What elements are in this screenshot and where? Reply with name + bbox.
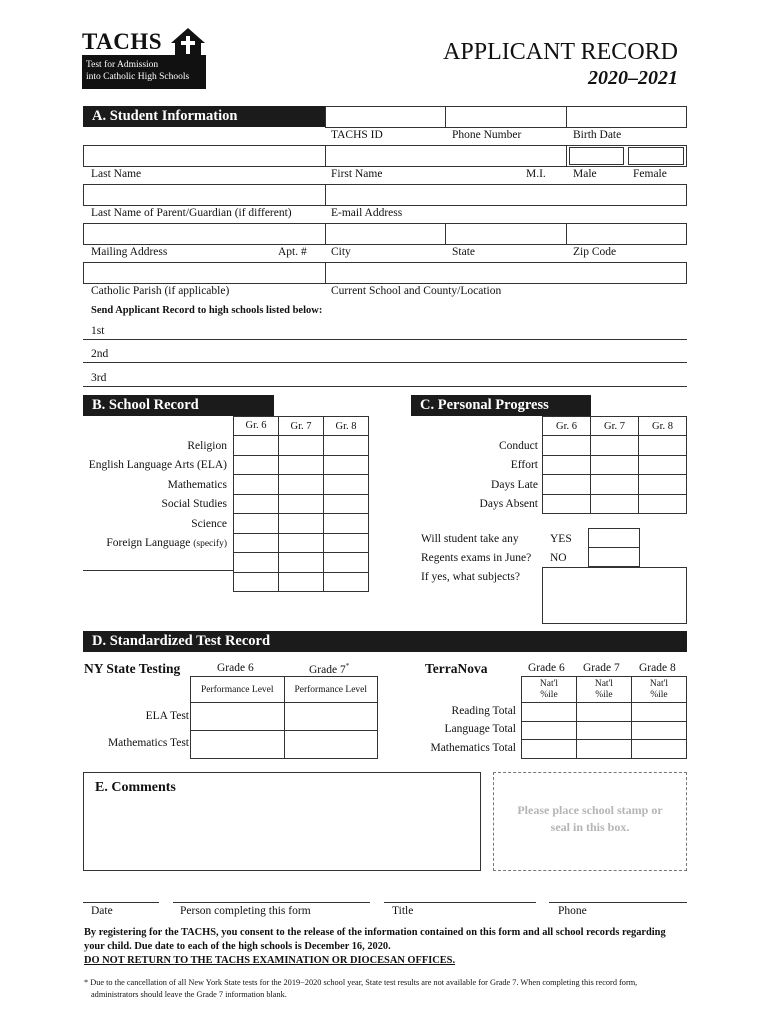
progress-conduct: Conduct	[499, 440, 538, 452]
label-current-school: Current School and County/Location	[331, 285, 502, 297]
regents-no-label: NO	[550, 552, 567, 564]
label-email: E-mail Address	[331, 207, 403, 219]
tn-natl-8-top: Nat'l	[649, 678, 668, 689]
male-checkbox[interactable]	[569, 147, 624, 165]
c-grade-8: Gr. 8	[639, 417, 687, 436]
email-field[interactable]	[325, 184, 687, 206]
label-birth-date: Birth Date	[573, 129, 622, 141]
sig-phone-label: Phone	[558, 905, 587, 917]
c-cell[interactable]	[591, 475, 639, 495]
c-cell[interactable]	[543, 475, 591, 495]
tn-grade-7: Grade 7	[583, 662, 620, 674]
c-cell[interactable]	[639, 455, 687, 475]
subject-ela: English Language Arts (ELA)	[88, 459, 227, 471]
return-warning: DO NOT RETURN TO THE TACHS EXAMINATION OR DIOCESAN OFFICES.	[84, 955, 456, 966]
parish-field[interactable]	[83, 262, 326, 284]
tn-cell[interactable]	[631, 740, 686, 759]
label-tachs-id: TACHS ID	[331, 129, 383, 141]
subject-foreign-language-label: Foreign Language	[106, 537, 191, 549]
female-checkbox[interactable]	[628, 147, 684, 165]
b-cell[interactable]	[279, 514, 324, 534]
ny-cell[interactable]	[284, 703, 378, 731]
ny-row-math: Mathematics Test	[107, 737, 189, 749]
tn-grade-8: Grade 8	[639, 662, 676, 674]
ny-perf-level-6: Performance Level	[191, 677, 285, 703]
b-cell[interactable]	[279, 572, 324, 592]
b-cell[interactable]	[279, 494, 324, 514]
terranova-title: TerraNova	[425, 661, 488, 676]
first-name-field[interactable]	[325, 145, 567, 167]
terranova-grid	[521, 676, 687, 759]
consent-line-2: your child. Due date to each of the high schools is December 16, 2020.	[84, 941, 391, 952]
progress-effort: Effort	[510, 459, 538, 471]
subject-foreign-language	[106, 538, 227, 550]
label-city: City	[331, 246, 351, 258]
regents-yes-label: YES	[550, 533, 572, 545]
school-choice-2-line[interactable]	[83, 362, 687, 363]
label-parent: Last Name of Parent/Guardian (if different)	[91, 207, 292, 219]
stamp-line-2: seal in this box.	[550, 820, 630, 834]
subject-math: Mathematics	[167, 479, 227, 491]
send-record-label: Send Applicant Record to high schools listed below:	[91, 305, 323, 316]
tn-natl-7	[576, 677, 631, 703]
mailing-address-field[interactable]	[83, 223, 326, 245]
label-apt: Apt. #	[278, 246, 307, 258]
current-school-field[interactable]	[325, 262, 687, 284]
label-mi: M.I.	[526, 168, 546, 180]
tachs-logo	[82, 27, 206, 89]
school-choice-3-line[interactable]	[83, 386, 687, 387]
tn-natl-7-top: Nat'l	[594, 678, 613, 689]
tn-natl-6	[522, 677, 577, 703]
subject-social-studies: Social Studies	[161, 498, 227, 510]
tn-row-reading: Reading Total	[451, 705, 516, 717]
ny-grade-7-label: Grade 7	[309, 663, 346, 676]
section-d-header: D. Standardized Test Record	[83, 631, 687, 652]
school-choice-2-label: 2nd	[91, 348, 109, 360]
tn-cell[interactable]	[522, 721, 577, 740]
phone-field[interactable]	[445, 106, 567, 128]
footnote-line-1: * Due to the cancellation of all New York State tests for the 2019−2020 school year, State test results are not available for Grade 7. When completing this record form,	[84, 978, 638, 987]
school-choice-1-label: 1st	[91, 325, 105, 337]
regents-yes-checkbox[interactable]	[588, 528, 640, 548]
school-record-grid	[233, 416, 369, 592]
label-last-name: Last Name	[91, 168, 142, 180]
footnote-line-2: administrators should leave the Grade 7 information blank.	[91, 990, 287, 999]
b-cell[interactable]	[234, 455, 279, 475]
regents-subjects-question: If yes, what subjects?	[421, 571, 520, 583]
progress-days-absent: Days Absent	[479, 498, 538, 510]
b-cell[interactable]	[324, 553, 369, 573]
regents-question-2: Regents exams in June?	[421, 552, 532, 564]
ny-cell[interactable]	[284, 731, 378, 759]
logo-wordmark: TACHS	[82, 29, 163, 54]
b-grade-7: Gr. 7	[279, 417, 324, 436]
regents-question-1: Will student take any	[421, 533, 519, 545]
c-cell[interactable]	[591, 436, 639, 456]
c-grade-6: Gr. 6	[543, 417, 591, 436]
ny-testing-title: NY State Testing	[84, 661, 181, 676]
last-name-field[interactable]	[83, 145, 326, 167]
sig-date-label: Date	[91, 905, 113, 917]
tn-natl-7-bottom: %ile	[595, 689, 613, 700]
b-cell[interactable]	[324, 514, 369, 534]
birth-date-field[interactable]	[566, 106, 687, 128]
label-female: Female	[633, 168, 667, 180]
person-line[interactable]	[173, 902, 370, 903]
b-cell[interactable]	[324, 533, 369, 553]
tn-cell[interactable]	[576, 703, 631, 722]
subject-science: Science	[191, 518, 227, 530]
c-cell[interactable]	[543, 494, 591, 514]
b-cell[interactable]	[324, 475, 369, 495]
tn-natl-8	[631, 677, 686, 703]
b-cell[interactable]	[279, 553, 324, 573]
tn-natl-6-bottom: %ile	[540, 689, 558, 700]
logo-subtitle-line1: Test for Admission	[86, 60, 159, 70]
b-cell[interactable]	[234, 533, 279, 553]
c-cell[interactable]	[639, 475, 687, 495]
extra-subject-line[interactable]	[83, 570, 233, 571]
label-parish: Catholic Parish (if applicable)	[91, 285, 230, 297]
label-first-name: First Name	[331, 168, 383, 180]
b-cell[interactable]	[279, 475, 324, 495]
tn-cell[interactable]	[576, 721, 631, 740]
state-field[interactable]	[445, 223, 567, 245]
tn-row-math: Mathematics Total	[430, 742, 516, 754]
ny-cell[interactable]	[191, 731, 285, 759]
tn-cell[interactable]	[576, 740, 631, 759]
school-choice-1-line[interactable]	[83, 339, 687, 340]
tn-grade-6: Grade 6	[528, 662, 565, 674]
parent-name-field[interactable]	[83, 184, 326, 206]
tn-cell[interactable]	[522, 703, 577, 722]
section-b-header: B. School Record	[83, 395, 274, 416]
label-state: State	[452, 246, 475, 258]
phone-line[interactable]	[549, 902, 687, 903]
consent-line-1: By registering for the TACHS, you consent to the release of the information contained on this form and all school records regarding	[84, 927, 666, 938]
b-cell[interactable]	[234, 514, 279, 534]
school-choice-3-label: 3rd	[91, 372, 107, 384]
sig-person-label: Person completing this form	[180, 905, 311, 917]
b-cell[interactable]	[234, 475, 279, 495]
label-zip: Zip Code	[573, 246, 617, 258]
subject-specify: (specify)	[193, 539, 227, 549]
b-cell[interactable]	[324, 436, 369, 456]
tn-natl-6-top: Nat'l	[539, 678, 558, 689]
b-cell[interactable]	[279, 436, 324, 456]
b-grade-8: Gr. 8	[324, 417, 369, 436]
page-title: APPLICANT RECORD	[443, 39, 678, 65]
c-cell[interactable]	[591, 455, 639, 475]
b-cell[interactable]	[234, 436, 279, 456]
tn-cell[interactable]	[631, 721, 686, 740]
ny-perf-level-7: Performance Level	[284, 677, 378, 703]
label-male: Male	[573, 168, 597, 180]
c-grade-7: Gr. 7	[591, 417, 639, 436]
c-cell[interactable]	[639, 494, 687, 514]
section-e-title: E. Comments	[95, 780, 176, 795]
regents-subjects-field[interactable]	[542, 567, 687, 624]
tachs-id-field[interactable]	[325, 106, 446, 128]
b-cell[interactable]	[234, 494, 279, 514]
ny-grade-7-asterisk: *	[345, 662, 350, 670]
label-phone: Phone Number	[452, 129, 522, 141]
label-mailing: Mailing Address	[91, 246, 168, 258]
date-line[interactable]	[83, 902, 159, 903]
c-cell[interactable]	[591, 494, 639, 514]
regents-no-checkbox[interactable]	[588, 547, 640, 567]
tn-row-language: Language Total	[444, 723, 516, 735]
tn-natl-8-bottom: %ile	[650, 689, 668, 700]
b-grade-6: Gr. 6	[234, 417, 279, 436]
b-cell[interactable]	[234, 572, 279, 592]
title-line[interactable]	[384, 902, 536, 903]
personal-progress-grid	[542, 416, 687, 514]
b-cell[interactable]	[234, 553, 279, 573]
section-a-header: A. Student Information	[83, 106, 325, 127]
zip-field[interactable]	[566, 223, 687, 245]
b-cell[interactable]	[324, 494, 369, 514]
ny-cell[interactable]	[191, 703, 285, 731]
subject-religion: Religion	[187, 440, 227, 452]
stamp-line-1: Please place school stamp or	[517, 803, 663, 817]
tn-cell[interactable]	[522, 740, 577, 759]
b-cell[interactable]	[324, 572, 369, 592]
progress-days-late: Days Late	[491, 479, 538, 491]
city-field[interactable]	[325, 223, 446, 245]
ny-testing-grid	[190, 676, 378, 759]
ny-grade-7	[309, 663, 349, 676]
b-cell[interactable]	[279, 455, 324, 475]
c-cell[interactable]	[543, 455, 591, 475]
b-cell[interactable]	[324, 455, 369, 475]
ny-row-ela: ELA Test	[145, 710, 189, 722]
sig-title-label: Title	[392, 905, 414, 917]
logo-subtitle-line2: into Catholic High Schools	[86, 72, 190, 82]
ny-grade-6: Grade 6	[217, 662, 254, 674]
section-c-header: C. Personal Progress	[411, 395, 591, 416]
c-cell[interactable]	[639, 436, 687, 456]
logo-subtitle-box	[82, 55, 206, 89]
b-cell[interactable]	[279, 533, 324, 553]
page-year: 2020–2021	[588, 67, 678, 89]
c-cell[interactable]	[543, 436, 591, 456]
tn-cell[interactable]	[631, 703, 686, 722]
